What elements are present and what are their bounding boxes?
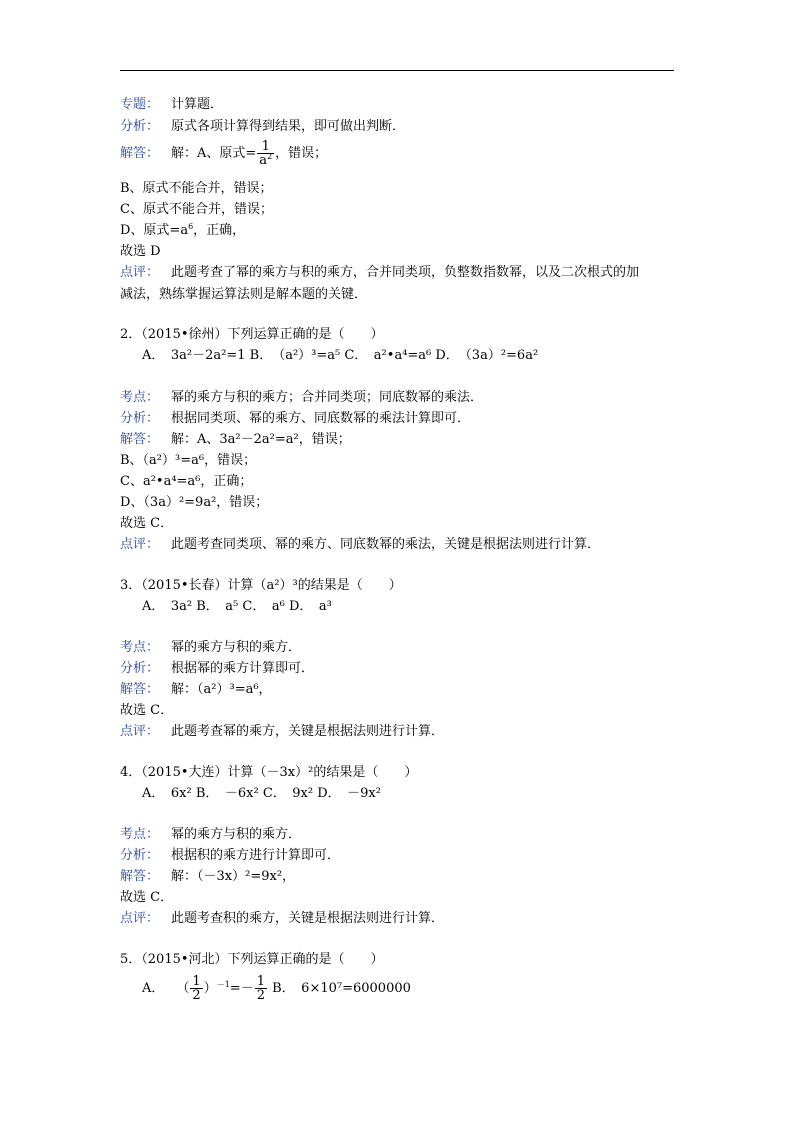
- q4-options: A． 6x² B． －6x² C． 9x² D． －9x²: [142, 786, 381, 801]
- q1-analysis-line: [120, 118, 405, 136]
- q4-kaodian: 幂的乘方与积的乘方．: [171, 827, 302, 842]
- q1-comment: 此题考查了幂的乘方与积的乘方，合并同类项，负整数指数幂，以及二次根式的加: [171, 265, 640, 280]
- q1-answer-prefix: 解：A、原式=: [171, 146, 257, 161]
- q1-answer-line: [120, 140, 327, 167]
- analysis-label: 分析：: [120, 119, 160, 134]
- q2-answer: 解：A、3a²－2a²=a²，错误；: [171, 432, 351, 447]
- q3-kaodian-line: 考点： 幂的乘方与积的乘方．: [120, 640, 302, 655]
- q2-comment: 此题考查同类项、幂的乘方、同底数幂的乘法，关键是根据法则进行计算．: [171, 537, 601, 552]
- q2-c: C、a²•a⁴=a⁶，正确；: [120, 474, 253, 489]
- q2-comment-line: 点评： 此题考查同类项、幂的乘方、同底数幂的乘法，关键是根据法则进行计算．: [120, 537, 601, 552]
- q5-stem: 5．（2015•河北）下列运算正确的是（ ）: [120, 952, 384, 967]
- q1-fraction-denominator: $a^2$: [259, 152, 273, 168]
- topic-label: 专题：: [120, 97, 160, 112]
- q2-kaodian-line: 考点： 幂的乘方与积的乘方；合并同类项；同底数幂的乘法．: [120, 390, 484, 405]
- header-rule: [120, 70, 674, 71]
- q4-comment: 此题考查积的乘方，关键是根据法则进行计算．: [171, 911, 445, 926]
- q3-options: A． 3a² B． a⁵ C． a⁶ D． a³: [142, 599, 332, 614]
- q5-option-a-label: A．: [142, 981, 165, 996]
- q1-analysis: 原式各项计算得到结果，即可做出判断．: [171, 119, 406, 134]
- q4-answer-line: 解答： 解：（－3x）²=9x²，: [120, 869, 296, 884]
- q3-comment-line: 点评： 此题考查幂的乘方，关键是根据法则进行计算．: [120, 724, 445, 739]
- q1-option-c: C、原式不能合并，错误；: [120, 202, 273, 217]
- q2-stem: 2．（2015•徐州）下列运算正确的是（ ）: [120, 327, 384, 342]
- q3-answer-line: 解答： 解：（a²）³=a⁶，: [120, 682, 272, 697]
- q4-comment-line: 点评： 此题考查积的乘方，关键是根据法则进行计算．: [120, 911, 445, 926]
- q5-option-b: B． 6×10⁷=6000000: [267, 981, 411, 996]
- q2-answer-line: 解答： 解：A、3a²－2a²=a²，错误；: [120, 432, 351, 447]
- q4-answer: 解：（－3x）²=9x²，: [171, 869, 296, 884]
- q1-choice: 故选 D: [120, 244, 161, 259]
- answer-label: 解答：: [120, 146, 160, 161]
- q3-analysis: 根据幂的乘方计算即可．: [171, 661, 315, 676]
- q1-answer-suffix: ，错误；: [275, 146, 328, 161]
- q4-choice: 故选 C．: [120, 890, 174, 905]
- q1-comment-line: [120, 264, 639, 282]
- q2-kaodian: 幂的乘方与积的乘方；合并同类项；同底数幂的乘法．: [171, 390, 484, 405]
- q2-analysis: 根据同类项、幂的乘方、同底数幂的乘法计算即可．: [171, 411, 471, 426]
- q3-stem: 3．（2015•长春）计算（a²）³的结果是（ ）: [120, 578, 402, 593]
- q1-comment-cont: 减法，熟练掌握运算法则是解本题的关键．: [120, 287, 368, 302]
- comment-label: 点评：: [120, 265, 160, 280]
- q3-comment: 此题考查幂的乘方，关键是根据法则进行计算．: [171, 724, 445, 739]
- q4-stem: 4．（2015•大连）计算（－3x）²的结果是（ ）: [120, 765, 418, 780]
- q1-topic-line: [120, 96, 223, 114]
- q1-option-b: B、原式不能合并，错误；: [120, 181, 273, 196]
- q4-analysis: 根据积的乘方进行计算即可．: [171, 848, 341, 863]
- q2-b: B、（a²）³=a⁶，错误；: [120, 453, 257, 468]
- q4-kaodian-line: 考点： 幂的乘方与积的乘方．: [120, 827, 302, 842]
- q1-fraction: [257, 140, 274, 167]
- q5-options: A． （ $\frac{1}{2}$ ）$^{-1}$=－ $\frac{1}{2}$ B． 6×10⁷=6000000: [142, 974, 411, 1003]
- q1-option-d: D、原式$=a^6$，正确，: [120, 222, 246, 238]
- q1-topic: 计算题．: [171, 97, 224, 112]
- q4-analysis-line: 分析： 根据积的乘方进行计算即可．: [120, 848, 341, 863]
- q2-choice: 故选 C．: [120, 516, 174, 531]
- q2-d: D、（3a）²=9a²，错误；: [120, 495, 269, 510]
- q5-fraction-1: $\frac{1}{2}$: [192, 974, 201, 1003]
- q5-fraction-2: $\frac{1}{2}$: [256, 974, 265, 1003]
- q2-options: A． 3a²－2a²=1 B． （a²）³=a⁵ C． a²•a⁴=a⁶ D． （3a）²=6a²: [142, 348, 539, 363]
- q3-choice: 故选 C．: [120, 703, 174, 718]
- q3-answer: 解：（a²）³=a⁶，: [171, 682, 272, 697]
- q2-analysis-line: 分析： 根据同类项、幂的乘方、同底数幂的乘法计算即可．: [120, 411, 471, 426]
- q1-fraction-numerator: 1: [257, 140, 274, 154]
- q3-kaodian: 幂的乘方与积的乘方．: [171, 640, 302, 655]
- q3-analysis-line: 分析： 根据幂的乘方计算即可．: [120, 661, 315, 676]
